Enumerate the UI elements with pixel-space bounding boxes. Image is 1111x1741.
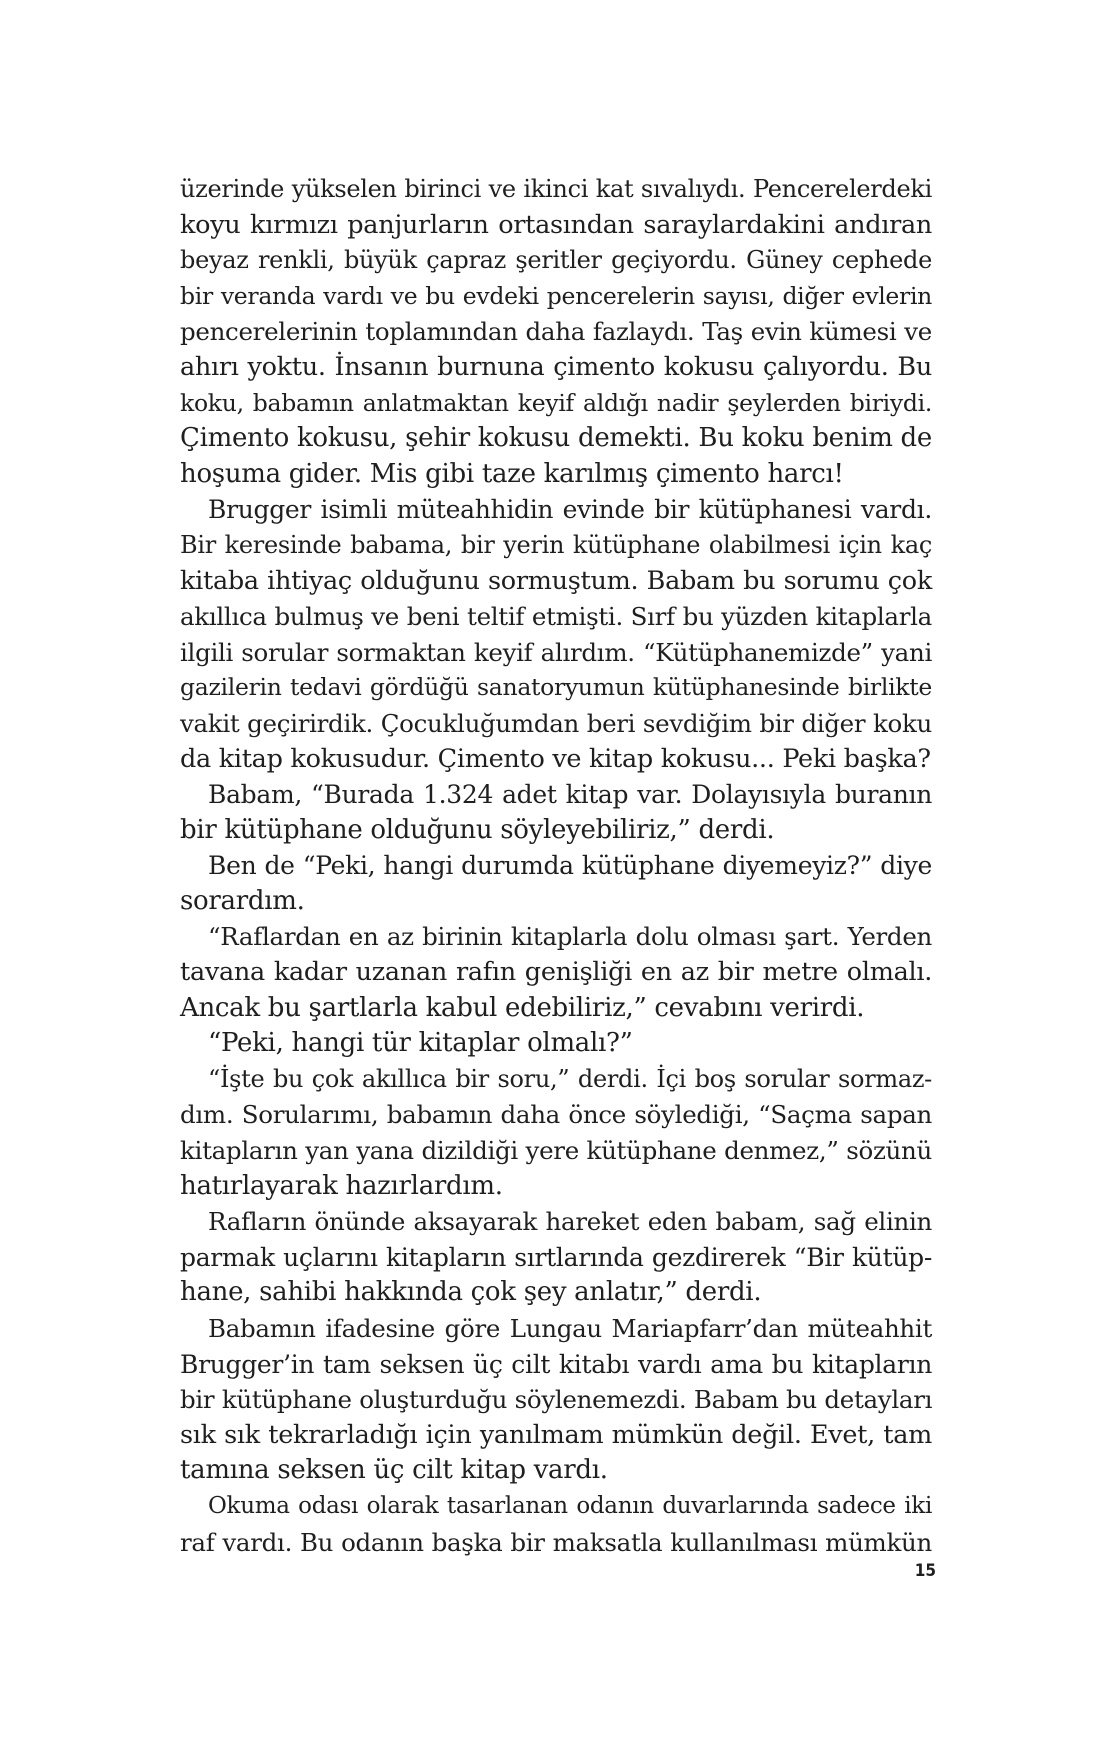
text-line: bir veranda vardı ve bu evdeki pencerelerin sayısı, diğer evlerin bbox=[180, 281, 932, 310]
text-line: Rafların önünde aksayarak hareket eden babam, sağ elinin bbox=[208, 1207, 932, 1237]
text-line: bir kütüphane olduğunu söyleyebiliriz,” derdi. bbox=[180, 814, 775, 845]
text-line: “Peki, hangi tür kitaplar olmalı?” bbox=[208, 1028, 633, 1059]
text-line: “İşte bu çok akıllıca bir soru,” derdi. İçi boş sorular sormaz- bbox=[208, 1064, 932, 1093]
text-line: ahırı yoktu. İnsanın burnuna çimento kokusu çalıyordu. Bu bbox=[180, 351, 932, 382]
text-line: dım. Sorularımı, babamın daha önce söylediği, “Saçma sapan bbox=[180, 1100, 932, 1130]
text-line: Bir keresinde babama, bir yerin kütüphane olabilmesi için kaç bbox=[180, 530, 932, 559]
text-line: Ben de “Peki, hangi durumda kütüphane diyemeyiz?” diye bbox=[208, 851, 932, 881]
text-line: sık sık tekrarladığı için yanılmam mümkün değil. Evet, tam bbox=[180, 1419, 932, 1450]
text-line: “Raflardan en az birinin kitaplarla dolu olması şart. Yerden bbox=[208, 922, 932, 952]
text-line: Brugger’in tam seksen üç cilt kitabı vardı ama bu kitapların bbox=[180, 1349, 932, 1379]
text-line: bir kütüphane oluşturduğu söylenemezdi. Babam bu detayları bbox=[180, 1385, 933, 1415]
text-line: Babamın ifadesine göre Lungau Mariapfarr’dan müteahhit bbox=[208, 1314, 932, 1343]
text-line: da kitap kokusudur. Çimento ve kitap kokusu... Peki başka? bbox=[180, 743, 931, 774]
text-line: hoşuma gider. Mis gibi taze karılmış çimento harcı! bbox=[180, 458, 844, 489]
text-line: Babam, “Burada 1.324 adet kitap var. Dolayısıyla buranın bbox=[208, 780, 932, 810]
text-line: koyu kırmızı panjurların ortasından saraylardakini andıran bbox=[180, 209, 932, 240]
text-line: vakit geçirirdik. Çocukluğumdan beri sevdiğim bir diğer koku bbox=[180, 708, 932, 738]
text-line: hane, sahibi hakkında çok şey anlatır,” derdi. bbox=[180, 1277, 762, 1308]
text-line: tamına seksen üç cilt kitap vardı. bbox=[180, 1455, 608, 1486]
text-line: kitaba ihtiyaç olduğunu sormuştum. Babam bu sorumu çok bbox=[180, 565, 932, 596]
text-line: Okuma odası olarak tasarlanan odanın duvarlarında sadece iki bbox=[208, 1492, 932, 1519]
text-line: kitapların yan yana dizildiği yere kütüphane denmez,” sözünü bbox=[180, 1136, 932, 1166]
text-line: hatırlayarak hazırlardım. bbox=[180, 1170, 503, 1201]
text-line: akıllıca bulmuş ve beni teltif etmişti. Sırf bu yüzden kitaplarla bbox=[180, 602, 932, 632]
text-line: Ancak bu şartlarla kabul edebiliriz,” cevabını verirdi. bbox=[180, 992, 865, 1023]
body-text bbox=[180, 172, 932, 1560]
page-number: 15 bbox=[914, 1561, 936, 1581]
text-line: Çimento kokusu, şehir kokusu demekti. Bu koku benim de bbox=[180, 423, 932, 454]
text-line: üzerinde yükselen birinci ve ikinci kat sıvalıydı. Pencerelerdeki bbox=[180, 175, 932, 203]
text-line: parmak uçlarını kitapların sırtlarında gezdirerek “Bir kütüp- bbox=[180, 1242, 932, 1272]
text-line: gazilerin tedavi gördüğü sanatoryumun kütüphanesinde birlikte bbox=[180, 673, 932, 702]
text-line: sorardım. bbox=[180, 885, 305, 916]
text-line: Brugger isimli müteahhidin evinde bir kütüphanesi vardı. bbox=[208, 495, 932, 525]
text-line: ilgili sorular sormaktan keyif alırdım. “Kütüphanemizde” yani bbox=[180, 637, 932, 667]
text-line: raf vardı. Bu odanın başka bir maksatla kullanılması mümkün bbox=[180, 1527, 932, 1557]
text-line: tavana kadar uzanan rafın genişliği en az bir metre olmalı. bbox=[180, 957, 932, 988]
text-line: beyaz renkli, büyük çapraz şeritler geçiyordu. Güney cephede bbox=[180, 246, 932, 275]
text-line: pencerelerinin toplamından daha fazlaydı. Taş evin kümesi ve bbox=[180, 317, 932, 347]
text-line: koku, babamın anlatmaktan keyif aldığı nadir şeylerden biriydi. bbox=[180, 388, 932, 417]
